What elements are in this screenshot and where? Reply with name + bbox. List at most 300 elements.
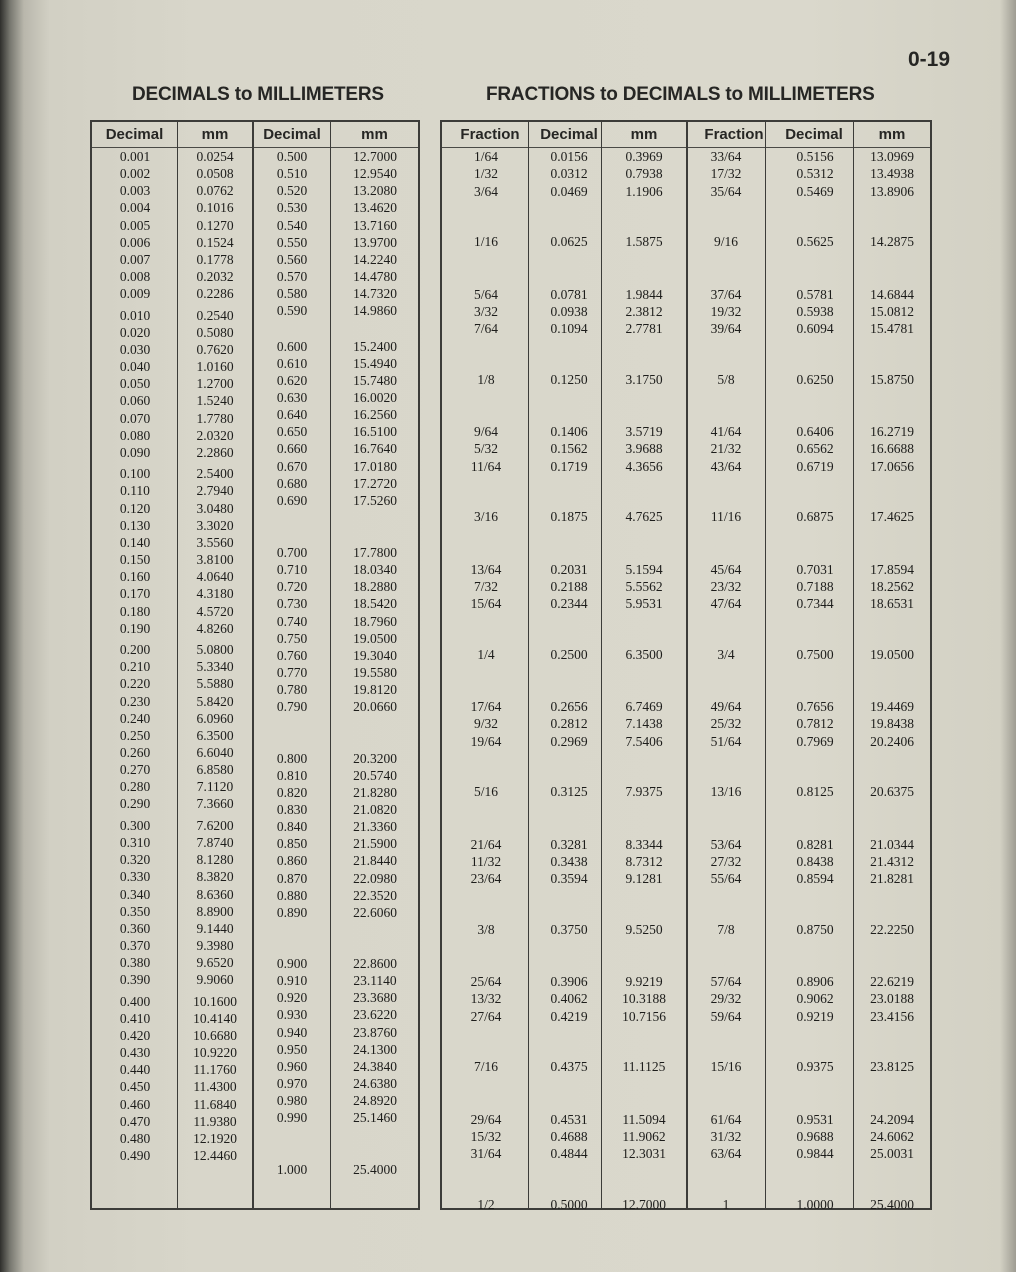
decimal-cell: 0.001 xyxy=(119,149,151,164)
mm-cell: 21.5900 xyxy=(353,836,397,852)
decimal-cell: 0.7344 xyxy=(796,596,834,612)
decimal-cell: 0.690 xyxy=(276,492,308,508)
mm-cell: 13.9700 xyxy=(353,234,397,250)
right-table-title: FRACTIONS to DECIMALS to MILLIMETERS xyxy=(486,84,875,105)
fraction-cell: 5/8 xyxy=(717,371,735,387)
decimal-cell: 0.5469 xyxy=(796,183,834,199)
decimal-cell: 0.9844 xyxy=(796,1146,834,1162)
mm-cell: 21.4312 xyxy=(870,853,914,869)
decimal-cell: 0.770 xyxy=(276,665,308,681)
fraction-cell: 19/32 xyxy=(710,303,742,319)
mm-cell: 7.6200 xyxy=(196,817,234,833)
decimal-cell: 0.4688 xyxy=(550,1128,588,1144)
decimal-cell: 0.840 xyxy=(276,819,308,835)
mm-cell: 20.0660 xyxy=(353,699,397,715)
decimal-cell: 0.1406 xyxy=(550,424,588,439)
decimal-cell: 0.290 xyxy=(119,796,151,812)
mm-cell: 18.6531 xyxy=(870,596,914,612)
fraction-cell: 7/64 xyxy=(473,321,498,337)
mm-cell: 6.0960 xyxy=(196,710,234,726)
mm-cell: 19.3040 xyxy=(353,647,397,663)
mm-cell: 3.5719 xyxy=(625,424,663,439)
mm-cell: 16.2719 xyxy=(870,424,914,439)
decimal-cell: 0.470 xyxy=(119,1113,151,1129)
mm-cell: 17.8594 xyxy=(870,561,914,577)
mm-cell: 0.7938 xyxy=(625,166,663,182)
decimal-cell: 0.6094 xyxy=(796,321,834,337)
mm-cell: 25.0031 xyxy=(870,1146,914,1162)
mm-cell: 5.0800 xyxy=(196,642,234,658)
fraction-cell: 39/64 xyxy=(710,321,742,337)
mm-cell: 12.1920 xyxy=(193,1130,237,1146)
decimal-cell: 0.800 xyxy=(276,750,308,766)
mm-cell: 3.9688 xyxy=(625,441,663,457)
decimal-cell: 0.2812 xyxy=(550,716,588,732)
mm-cell: 1.1906 xyxy=(625,183,663,199)
header-mm: mm xyxy=(630,126,658,143)
fraction-cell: 43/64 xyxy=(710,458,742,474)
decimal-cell: 0.040 xyxy=(119,359,151,375)
fraction-cell: 21/64 xyxy=(470,836,502,852)
mm-cell: 11.6840 xyxy=(193,1096,237,1112)
mm-cell: 23.6220 xyxy=(353,1007,397,1023)
mm-cell: 18.5420 xyxy=(353,596,397,612)
decimal-cell: 0.020 xyxy=(119,324,151,340)
decimal-cell: 0.9219 xyxy=(796,1008,834,1024)
fraction-cell: 3/4 xyxy=(717,646,735,662)
mm-cell: 9.1281 xyxy=(625,871,663,887)
decimal-cell: 0.008 xyxy=(119,269,151,285)
decimal-cell: 0.7500 xyxy=(796,646,834,662)
decimal-cell: 0.060 xyxy=(119,393,151,409)
right-mid-divider xyxy=(686,122,688,1208)
decimal-cell: 0.1094 xyxy=(550,321,588,337)
decimal-cell: 0.900 xyxy=(276,956,308,971)
left-table-title: DECIMALS to MILLIMETERS xyxy=(132,84,384,105)
mm-cell: 13.7160 xyxy=(353,217,397,233)
mm-cell: 3.1750 xyxy=(625,371,663,387)
mm-cell: 0.0762 xyxy=(196,183,234,199)
mm-cell: 5.8420 xyxy=(196,693,234,709)
decimal-cell: 0.007 xyxy=(119,251,151,267)
mm-cell: 22.0980 xyxy=(353,870,397,886)
decimal-cell: 0.760 xyxy=(276,647,308,663)
decimal-cell: 0.440 xyxy=(119,1062,151,1078)
mm-cell: 5.5562 xyxy=(625,578,663,594)
mm-cell: 20.3200 xyxy=(353,750,397,766)
right-col-divider xyxy=(528,122,529,1208)
mm-cell: 25.1460 xyxy=(353,1110,397,1126)
decimal-cell: 0.890 xyxy=(276,904,308,920)
decimal-cell: 0.550 xyxy=(276,234,308,250)
mm-cell: 24.3840 xyxy=(353,1058,397,1074)
decimal-cell: 0.370 xyxy=(119,937,151,953)
decimal-cell: 0.005 xyxy=(119,217,151,233)
mm-cell: 2.2860 xyxy=(196,444,234,460)
decimal-cell: 0.4375 xyxy=(550,1059,588,1074)
mm-cell: 0.2032 xyxy=(196,269,234,285)
decimal-cell: 0.320 xyxy=(119,852,151,868)
decimal-cell: 0.600 xyxy=(276,338,308,354)
mm-cell: 15.7480 xyxy=(353,372,397,388)
mm-cell: 13.4938 xyxy=(870,166,914,182)
decimal-cell: 0.860 xyxy=(276,853,308,869)
decimal-cell: 0.7188 xyxy=(796,578,834,594)
mm-cell: 23.8125 xyxy=(870,1059,914,1074)
fraction-cell: 5/32 xyxy=(473,441,498,457)
decimal-cell: 0.730 xyxy=(276,596,308,612)
decimal-cell: 0.6875 xyxy=(796,509,834,524)
mm-cell: 5.3340 xyxy=(196,659,234,675)
decimal-cell: 0.300 xyxy=(119,817,151,833)
mm-cell: 13.4620 xyxy=(353,200,397,216)
mm-cell: 7.5406 xyxy=(625,733,663,749)
fraction-cell: 51/64 xyxy=(710,733,742,749)
decimal-cell: 0.4531 xyxy=(550,1111,588,1127)
fraction-cell: 13/32 xyxy=(470,991,502,1007)
mm-cell: 17.5260 xyxy=(353,492,397,508)
fraction-cell: 7/16 xyxy=(473,1059,498,1074)
mm-cell: 21.8280 xyxy=(353,784,397,800)
mm-cell: 21.8440 xyxy=(353,853,397,869)
mm-cell: 7.3660 xyxy=(196,796,234,812)
mm-cell: 7.1438 xyxy=(625,716,663,732)
decimal-cell: 0.0156 xyxy=(550,149,588,164)
decimal-cell: 0.750 xyxy=(276,630,308,646)
mm-cell: 3.8100 xyxy=(196,552,234,568)
decimal-cell: 0.450 xyxy=(119,1079,151,1095)
mm-cell: 14.4780 xyxy=(353,269,397,285)
left-mid-divider xyxy=(252,122,254,1208)
mm-cell: 24.6062 xyxy=(870,1128,914,1144)
mm-cell: 18.2880 xyxy=(353,579,397,595)
fraction-cell: 5/16 xyxy=(473,784,498,799)
decimal-cell: 0.220 xyxy=(119,676,151,692)
mm-cell: 12.9540 xyxy=(353,166,397,182)
decimal-cell: 0.940 xyxy=(276,1024,308,1040)
decimal-cell: 0.2188 xyxy=(550,578,588,594)
decimal-cell: 0.100 xyxy=(119,466,151,482)
decimal-cell: 0.050 xyxy=(119,376,151,392)
mm-cell: 5.5880 xyxy=(196,676,234,692)
mm-cell: 8.7312 xyxy=(625,853,663,869)
mm-cell: 2.3812 xyxy=(625,303,663,319)
mm-cell: 1.2700 xyxy=(196,376,234,392)
decimal-cell: 0.110 xyxy=(120,483,150,499)
decimal-cell: 1.0000 xyxy=(796,1196,834,1212)
mm-cell: 0.1778 xyxy=(196,251,234,267)
fraction-cell: 9/32 xyxy=(473,716,498,732)
fraction-cell: 3/8 xyxy=(477,921,495,937)
decimal-cell: 0.0625 xyxy=(550,234,588,249)
right-col-divider xyxy=(765,122,766,1208)
decimal-cell: 0.380 xyxy=(119,955,151,971)
fraction-cell: 1/64 xyxy=(473,149,498,164)
mm-cell: 6.8580 xyxy=(196,762,234,778)
mm-cell: 11.4300 xyxy=(193,1079,237,1095)
mm-cell: 24.6380 xyxy=(353,1076,397,1092)
mm-cell: 4.7625 xyxy=(625,509,663,524)
mm-cell: 1.0160 xyxy=(196,359,234,375)
decimal-cell: 0.390 xyxy=(119,972,151,988)
decimal-cell: 0.003 xyxy=(119,183,151,199)
decimal-cell: 0.0781 xyxy=(550,286,588,302)
fraction-cell: 1 xyxy=(722,1196,730,1212)
fraction-cell: 1/16 xyxy=(473,234,498,249)
mm-cell: 2.7781 xyxy=(625,321,663,337)
decimal-cell: 0.790 xyxy=(276,699,308,715)
page-number: 0-19 xyxy=(907,48,950,71)
decimal-cell: 0.6719 xyxy=(796,458,834,474)
right-col-divider xyxy=(601,122,602,1208)
mm-cell: 13.2080 xyxy=(353,183,397,199)
decimal-cell: 0.070 xyxy=(119,410,151,426)
decimal-cell: 0.260 xyxy=(119,745,151,760)
mm-cell: 3.3020 xyxy=(196,517,234,533)
decimal-cell: 0.150 xyxy=(119,552,151,568)
mm-cell: 24.2094 xyxy=(870,1111,914,1127)
mm-cell: 18.0340 xyxy=(353,562,397,578)
fraction-cell: 15/16 xyxy=(710,1059,742,1074)
fraction-cell: 1/32 xyxy=(473,166,498,182)
decimal-cell: 0.810 xyxy=(276,767,308,783)
decimal-cell: 0.400 xyxy=(119,993,151,1009)
fraction-cell: 37/64 xyxy=(710,286,742,302)
mm-cell: 15.0812 xyxy=(870,303,914,319)
mm-cell: 24.1300 xyxy=(353,1041,397,1057)
decimal-cell: 0.650 xyxy=(276,424,308,440)
mm-cell: 16.6688 xyxy=(870,441,914,457)
fraction-cell: 23/64 xyxy=(470,871,502,887)
mm-cell: 8.3820 xyxy=(196,869,234,885)
decimal-cell: 0.9688 xyxy=(796,1128,834,1144)
decimal-cell: 0.620 xyxy=(276,372,308,388)
fraction-cell: 19/64 xyxy=(470,733,502,749)
fraction-cell: 49/64 xyxy=(710,699,742,714)
fraction-cell: 9/16 xyxy=(713,234,738,249)
mm-cell: 0.3969 xyxy=(625,149,663,164)
decimal-cell: 0.880 xyxy=(276,887,308,903)
mm-cell: 17.0656 xyxy=(870,458,914,474)
header-fraction: Fraction xyxy=(460,126,520,143)
decimal-cell: 0.130 xyxy=(119,517,151,533)
mm-cell: 15.4940 xyxy=(353,355,397,371)
mm-cell: 1.9844 xyxy=(625,286,663,302)
fraction-cell: 1/8 xyxy=(477,371,495,387)
mm-cell: 6.7469 xyxy=(625,699,663,714)
decimal-cell: 0.3125 xyxy=(550,784,588,799)
decimal-cell: 0.590 xyxy=(276,303,308,319)
fraction-cell: 47/64 xyxy=(710,596,742,612)
mm-cell: 3.0480 xyxy=(196,500,234,516)
fraction-cell: 5/64 xyxy=(473,286,498,302)
decimal-cell: 0.2031 xyxy=(550,561,588,577)
decimal-cell: 0.280 xyxy=(119,779,151,795)
decimal-cell: 1.000 xyxy=(276,1161,308,1177)
header-fraction: Fraction xyxy=(704,126,764,143)
decimal-cell: 0.8125 xyxy=(796,784,834,799)
decimal-cell: 0.4062 xyxy=(550,991,588,1007)
mm-cell: 25.4000 xyxy=(353,1161,397,1177)
decimal-cell: 0.820 xyxy=(276,784,308,800)
decimal-cell: 0.0938 xyxy=(550,303,588,319)
mm-cell: 17.4625 xyxy=(870,509,914,524)
decimal-cell: 0.780 xyxy=(276,682,308,698)
decimal-cell: 0.006 xyxy=(119,234,151,250)
mm-cell: 9.6520 xyxy=(196,955,234,971)
decimal-cell: 0.960 xyxy=(276,1058,308,1074)
mm-cell: 21.3360 xyxy=(353,819,397,835)
mm-cell: 10.3188 xyxy=(622,991,666,1007)
fraction-cell: 7/8 xyxy=(717,921,735,937)
decimal-cell: 0.002 xyxy=(119,166,151,182)
mm-cell: 17.2720 xyxy=(353,475,397,491)
decimal-cell: 0.910 xyxy=(276,973,308,989)
mm-cell: 10.7156 xyxy=(622,1008,666,1024)
mm-cell: 18.2562 xyxy=(870,578,914,594)
decimal-cell: 0.8281 xyxy=(796,836,834,852)
fraction-cell: 17/32 xyxy=(710,166,742,182)
decimal-cell: 0.510 xyxy=(276,166,308,182)
mm-cell: 17.0180 xyxy=(353,458,397,474)
mm-cell: 7.8740 xyxy=(196,835,234,851)
decimal-cell: 0.990 xyxy=(276,1110,308,1126)
mm-cell: 6.3500 xyxy=(196,727,234,743)
fraction-cell: 1/4 xyxy=(477,646,495,662)
mm-cell: 20.6375 xyxy=(870,784,914,799)
mm-cell: 10.1600 xyxy=(193,993,237,1009)
decimal-cell: 0.170 xyxy=(119,586,151,602)
mm-cell: 1.7780 xyxy=(196,410,234,426)
mm-cell: 4.3180 xyxy=(196,586,234,602)
decimal-cell: 0.0312 xyxy=(550,166,588,182)
decimal-cell: 0.850 xyxy=(276,836,308,852)
mm-cell: 12.7000 xyxy=(353,149,397,164)
mm-cell: 19.4469 xyxy=(870,699,914,714)
mm-cell: 19.8120 xyxy=(353,682,397,698)
mm-cell: 19.0500 xyxy=(870,646,914,662)
fraction-cell: 55/64 xyxy=(710,871,742,887)
mm-cell: 1.5875 xyxy=(625,234,663,249)
decimal-cell: 0.5781 xyxy=(796,286,834,302)
decimal-cell: 0.8750 xyxy=(796,921,834,937)
fraction-cell: 61/64 xyxy=(710,1111,742,1127)
fraction-cell: 11/32 xyxy=(470,853,502,869)
decimal-cell: 0.6406 xyxy=(796,424,834,439)
mm-cell: 2.5400 xyxy=(196,466,234,482)
mm-cell: 0.1016 xyxy=(196,200,234,216)
mm-cell: 9.5250 xyxy=(625,921,663,937)
decimal-cell: 0.680 xyxy=(276,475,308,491)
decimal-cell: 0.640 xyxy=(276,407,308,423)
mm-cell: 6.6040 xyxy=(196,745,234,760)
decimal-cell: 0.240 xyxy=(119,710,151,726)
mm-cell: 0.0508 xyxy=(196,166,234,182)
mm-cell: 19.5580 xyxy=(353,665,397,681)
decimal-cell: 0.950 xyxy=(276,1041,308,1057)
header-decimal: Decimal xyxy=(263,126,321,143)
mm-cell: 23.8760 xyxy=(353,1024,397,1040)
decimal-cell: 0.250 xyxy=(119,727,151,743)
decimal-cell: 0.430 xyxy=(119,1045,151,1061)
mm-cell: 13.0969 xyxy=(870,149,914,164)
mm-cell: 8.6360 xyxy=(196,886,234,902)
decimal-cell: 0.200 xyxy=(119,642,151,658)
decimal-cell: 0.530 xyxy=(276,200,308,216)
mm-cell: 8.1280 xyxy=(196,852,234,868)
decimal-cell: 0.2969 xyxy=(550,733,588,749)
mm-cell: 14.9860 xyxy=(353,303,397,319)
decimal-cell: 0.460 xyxy=(119,1096,151,1112)
mm-cell: 2.7940 xyxy=(196,483,234,499)
mm-cell: 12.4460 xyxy=(193,1148,237,1164)
fraction-cell: 11/16 xyxy=(710,509,742,524)
header-decimal: Decimal xyxy=(540,126,598,143)
mm-cell: 16.0020 xyxy=(353,389,397,405)
decimal-cell: 0.580 xyxy=(276,286,308,302)
decimal-cell: 0.3906 xyxy=(550,974,588,989)
decimal-cell: 0.5938 xyxy=(796,303,834,319)
decimal-cell: 0.520 xyxy=(276,183,308,199)
decimal-cell: 0.8594 xyxy=(796,871,834,887)
fraction-cell: 33/64 xyxy=(710,149,742,164)
decimal-cell: 0.0469 xyxy=(550,183,588,199)
fraction-cell: 23/32 xyxy=(710,578,742,594)
decimal-cell: 0.3750 xyxy=(550,921,588,937)
decimal-cell: 0.4219 xyxy=(550,1008,588,1024)
mm-cell: 5.1594 xyxy=(625,561,663,577)
decimal-cell: 0.480 xyxy=(119,1130,151,1146)
mm-cell: 0.1524 xyxy=(196,234,234,250)
decimal-cell: 0.009 xyxy=(119,286,151,302)
decimal-cell: 0.7812 xyxy=(796,716,834,732)
mm-cell: 4.0640 xyxy=(196,569,234,585)
mm-cell: 10.4140 xyxy=(193,1010,237,1026)
fraction-cell: 7/32 xyxy=(473,578,498,594)
fraction-cell: 3/32 xyxy=(473,303,498,319)
decimal-cell: 0.5000 xyxy=(550,1196,588,1212)
mm-cell: 22.8600 xyxy=(353,956,397,971)
left-header-rule xyxy=(92,147,418,148)
decimal-cell: 0.610 xyxy=(276,355,308,371)
mm-cell: 0.7620 xyxy=(196,341,234,357)
decimal-cell: 0.710 xyxy=(276,562,308,578)
fraction-cell: 31/64 xyxy=(470,1146,502,1162)
fraction-cell: 3/64 xyxy=(473,183,498,199)
decimal-cell: 0.570 xyxy=(276,269,308,285)
decimal-cell: 0.8438 xyxy=(796,853,834,869)
decimal-cell: 0.310 xyxy=(119,835,151,851)
mm-cell: 23.1140 xyxy=(353,973,397,989)
mm-cell: 0.0254 xyxy=(196,149,234,164)
mm-cell: 9.9060 xyxy=(196,972,234,988)
mm-cell: 16.5100 xyxy=(353,424,397,440)
decimal-cell: 0.9062 xyxy=(796,991,834,1007)
mm-cell: 7.9375 xyxy=(625,784,663,799)
decimal-cell: 0.560 xyxy=(276,251,308,267)
decimal-cell: 0.1562 xyxy=(550,441,588,457)
mm-cell: 14.6844 xyxy=(870,286,914,302)
decimal-cell: 0.360 xyxy=(119,920,151,936)
decimal-cell: 0.700 xyxy=(276,545,308,560)
mm-cell: 14.7320 xyxy=(353,286,397,302)
mm-cell: 11.1125 xyxy=(622,1059,666,1074)
decimal-cell: 0.980 xyxy=(276,1093,308,1109)
mm-cell: 19.0500 xyxy=(353,630,397,646)
decimal-cell: 0.120 xyxy=(119,500,151,516)
decimal-cell: 0.740 xyxy=(276,613,308,629)
decimal-cell: 0.7969 xyxy=(796,733,834,749)
